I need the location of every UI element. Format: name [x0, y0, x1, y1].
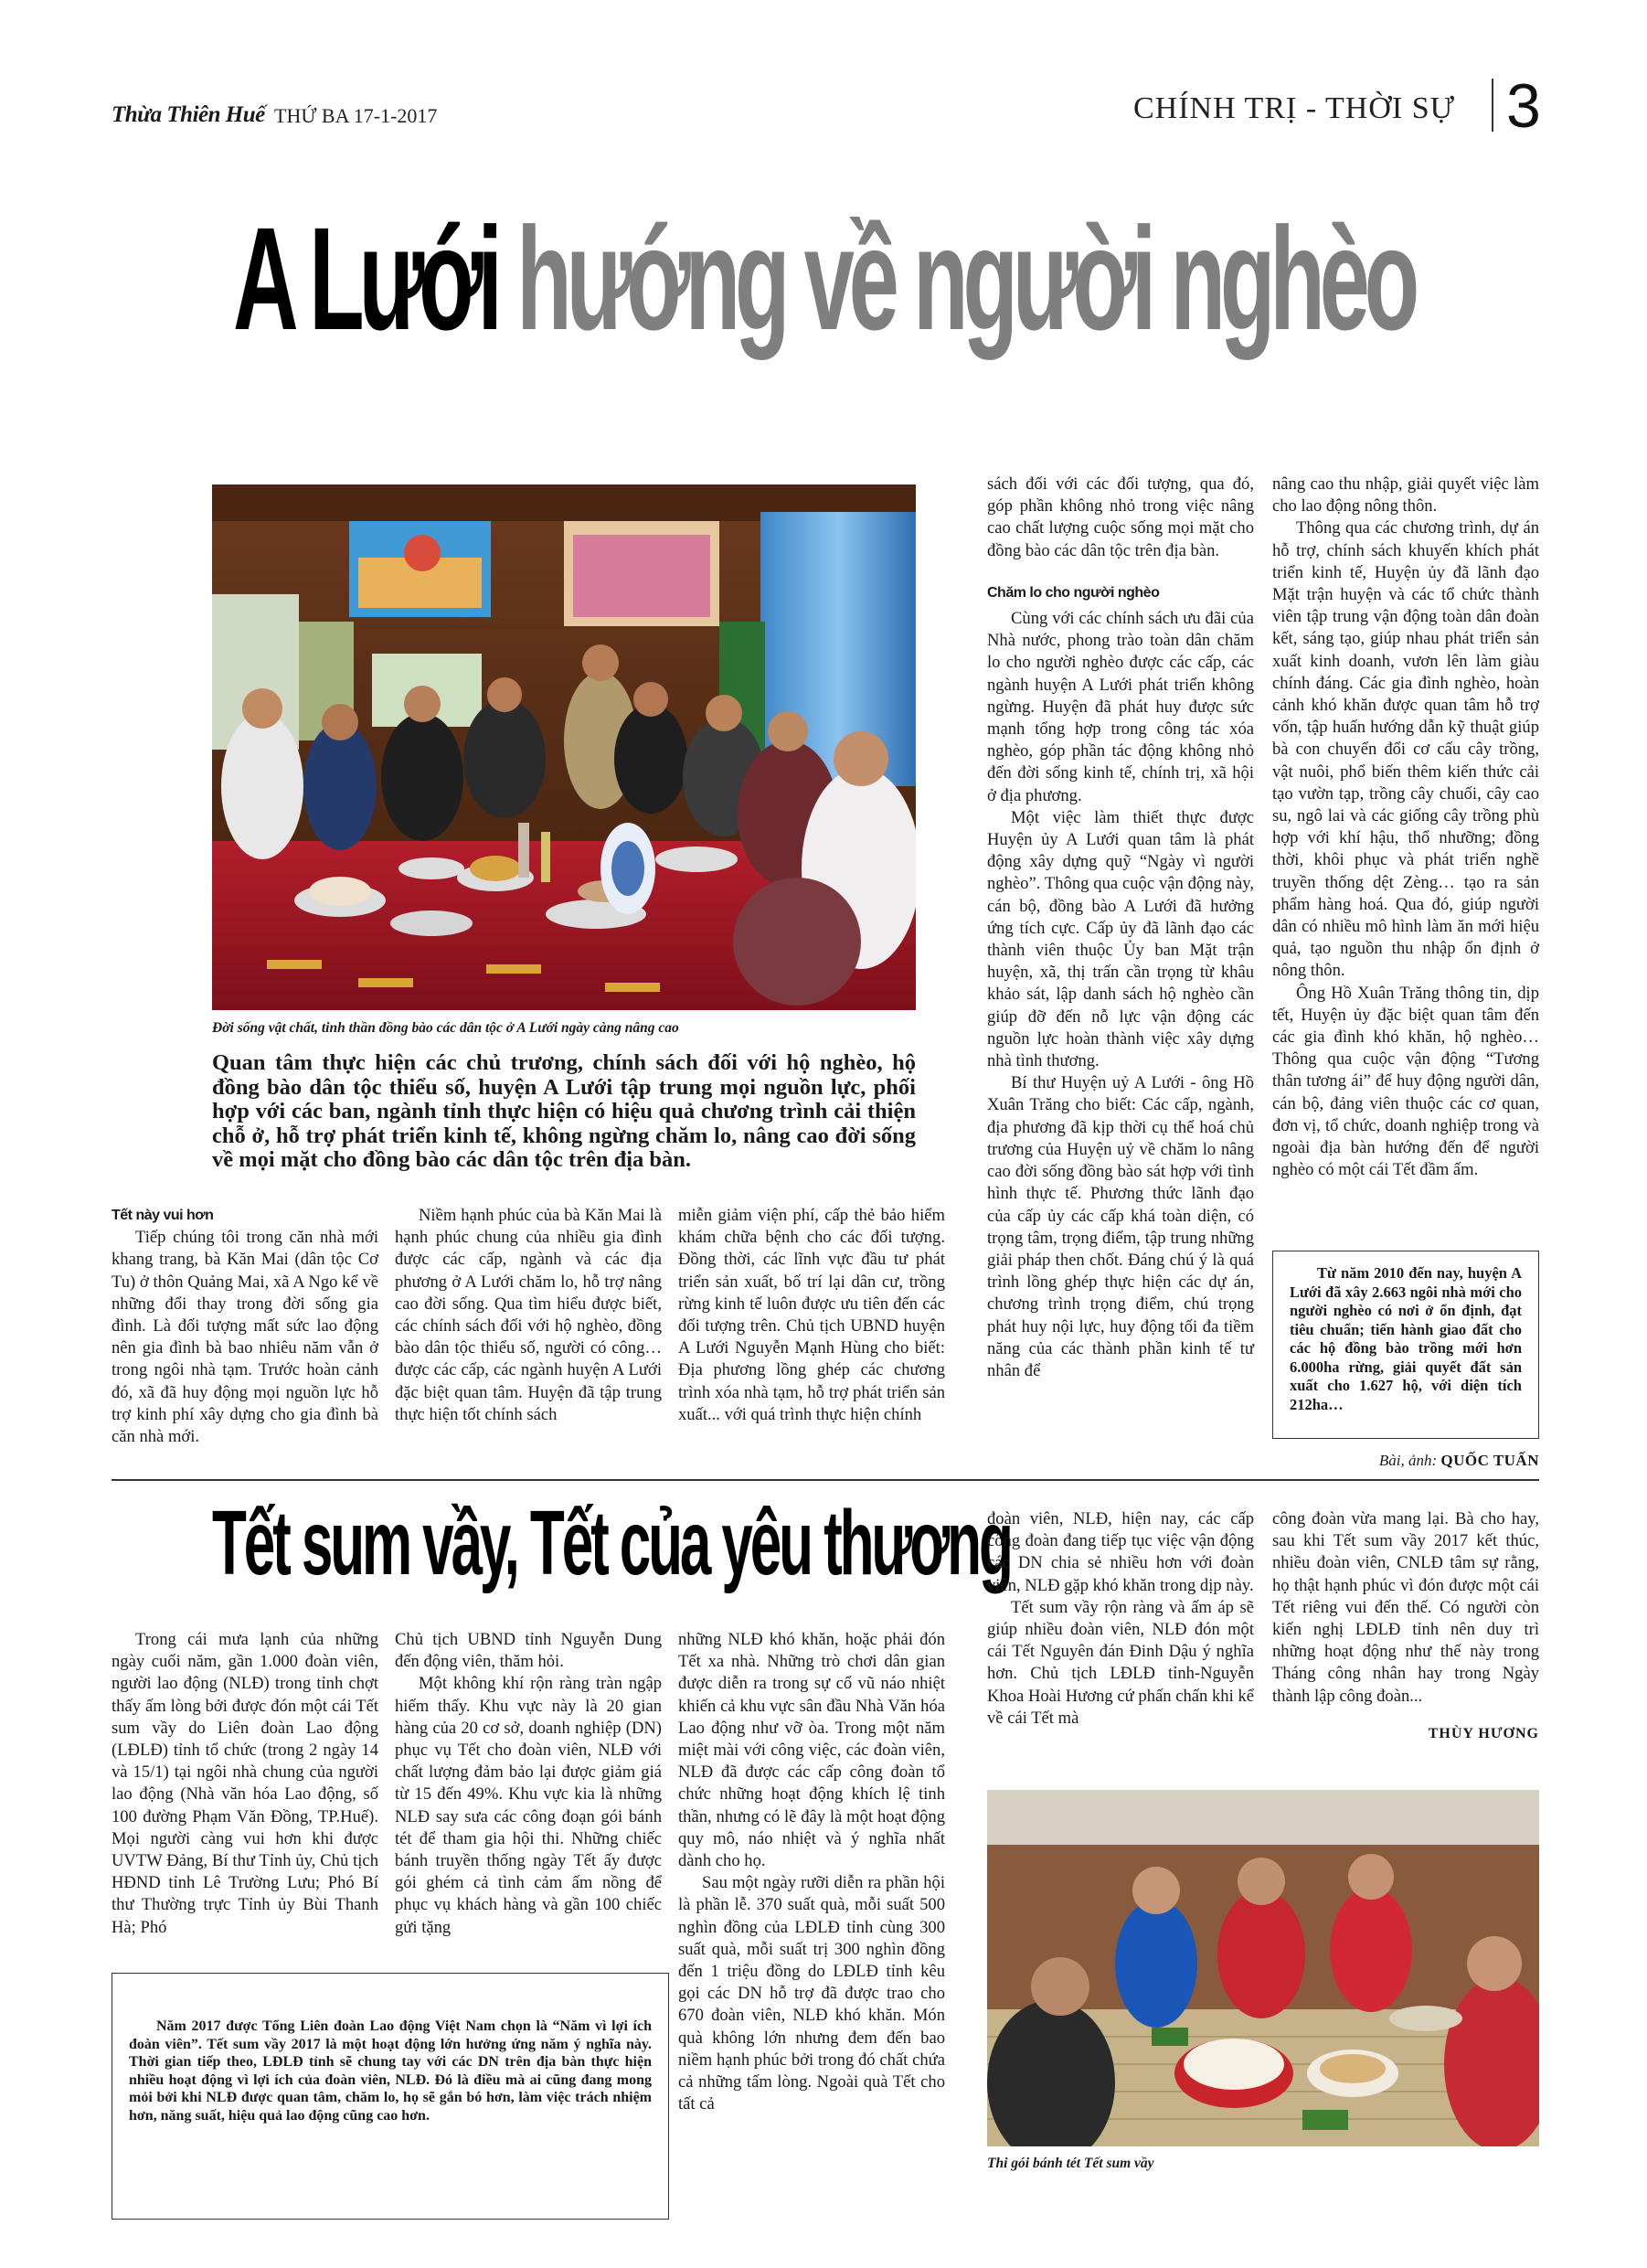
article1-col4-p2: Một việc làm thiết thực được Huyện ủy A Lưới quan tâm là phát động xây dựng quỹ “Ngày vì người nghèo”. Thông qua cuộc vận động này, cán bộ, đồng bào A Lưới đã hưởng ứng tích cực. Cấp ủy đã lãnh đạo các thành viên thuộc Ủy ban Mặt trận huyện, xã, thị trấn cần trọng từ khâu khảo sát, lập danh sách hộ nghèo cần giúp đỡ đến nỗ lực vận động các nguồn lực hoàn thành việc xây dựng nhà tình thương. — [987, 807, 1254, 1071]
masthead: Thừa Thiên Huế — [112, 102, 265, 127]
article1-byline — [1272, 1452, 1539, 1470]
article1-info-box-text: Từ năm 2010 đến nay, huyện A Lưới đã xây 2.663 ngôi nhà mới cho người nghèo có nơi ở ổn định, đạt tiêu chuẩn; tiến hành giao đất cho các hộ đồng bào trồng mới hơn 6.000ha rừng, giải quyết đất sản xuất cho 1.627 hộ, với diện tích 212ha… — [1290, 1264, 1522, 1413]
article2-col3-p2: Sau một ngày rưỡi diễn ra phần hội là phần lễ. 370 suất quà, mỗi suất 500 nghìn đồng của LĐLĐ tỉnh cùng 300 suất quà, mỗi suất trị 300 nghìn đồng đến 1 triệu đồng do LĐLĐ tỉnh kêu gọi các DN hỗ trợ đã được trao cho 670 đoàn viên, NLĐ khó khăn. Món quà không lớn nhưng đem đến bao niềm hạnh phúc bởi trong đó chất chứa cả những tấm lòng. Ngoài quà Tết cho tất cả — [678, 1873, 945, 2114]
article2-info-box-text: Năm 2017 được Tổng Liên đoàn Lao động Việt Nam chọn là “Năm vì lợi ích đoàn viên”. Tết sum vầy 2017 là một hoạt động lớn hưởng ứng năm ý nghĩa này. Thời gian tiếp theo, LĐLĐ tỉnh sẽ chung tay với các DN trên địa bàn thực hiện nhiều hoạt động vì lợi ích của đoàn viên, NLĐ. Đó là điều mà ai cũng đang mong mỏi bởi khi NLĐ được quan tâm, chăm lo, họ sẽ gắn bó hơn, làm việc trách nhiệm hơn, năng suất, hiệu quả lao động cũng cao hơn. — [129, 2018, 652, 2124]
headline-light-part: hướng về người nghèo — [516, 197, 1415, 360]
section-title: CHÍNH TRỊ - THỜI SỰ — [1133, 91, 1456, 125]
subheading-cham-lo: Chăm lo cho người nghèo — [987, 584, 1160, 601]
article1-column-3 — [678, 1205, 945, 1426]
article2-column-1 — [112, 1629, 378, 1939]
article2-col2-top: Chủ tịch UBND tỉnh Nguyễn Dung đến động viên, thăm hỏi. — [395, 1630, 662, 1672]
article1-column-2 — [395, 1205, 662, 1426]
article2-info-box — [112, 1973, 669, 2220]
article2-column-4 — [987, 1508, 1254, 1730]
article2-photo — [987, 1790, 1539, 2146]
article1-photo — [212, 484, 916, 1010]
article2-column-5 — [1272, 1508, 1539, 1708]
article1-col5-p2: Ông Hồ Xuân Trăng thông tin, dịp tết, Huyện ủy đặc biệt quan tâm đến các gia đình khó khăn, hộ nghèo…Thông qua cuộc vận động “Tương thân tương ái” để huy động người dân, cán bộ, đảng viên thuộc các cơ quan, đơn vị, tổ chức, doanh nghiệp trong và ngoài địa bàn hướng đến để người nghèo có một cái Tết đầm ấm. — [1272, 983, 1539, 1180]
article2-col2-p1: Một không khí rộn ràng tràn ngập hiếm thấy. Khu vực này là 20 gian hàng của 20 cơ sở, doanh nghiệp (DN) phục vụ Tết cho đoàn viên, NLĐ với chất lượng đảm bảo lại được giảm giá từ 15 đến 49%. Khu vực kia là những NLĐ say sưa các công đoạn gói bánh tét để tham gia hội thi. Những chiếc bánh truyền thống ngày Tết ấy được gói ghém cả tình cảm ấm nồng để phục vụ khách hàng và gần 100 chiếc gửi tặng — [395, 1674, 662, 1937]
article2-headline: Tết sum vầy, Tết của yêu thương — [212, 1492, 1011, 1594]
header-divider — [1492, 79, 1493, 132]
article1-col4-p1: Cùng với các chính sách ưu đãi của Nhà nước, phong trào toàn dân chăm lo cho người nghèo được các cấp, các ngành huyện A Lưới phát triển không ngừng. Huyện đã phát huy được sức mạnh tổng hợp trong công tác xóa nghèo, góp phần tác động không nhỏ đến đời sống kinh tế, chính trị, xã hội ở địa phương. — [987, 609, 1254, 805]
article1-col4-p3: Bí thư Huyện uỷ A Lưới - ông Hồ Xuân Trăng cho biết: Các cấp, ngành, địa phương đã kịp thời cụ thể hoá chủ trương của Huyện uỷ về chăm lo nâng cao đời sống đồng bào sát hợp với tình hình thực tế. Phương thức lãnh đạo của cấp ủy các cấp khá toàn diện, có trọng tâm, trọng điểm, tập trung những giải pháp then chốt. Đáng chú ý là quá trình lồng ghép thực hiện các dự án, chương trình trọng điểm, chú trọng phát huy nội lực, huy động tối đa tiềm năng của các thành phần kinh tế tư nhân để — [987, 1073, 1254, 1380]
article2-photo-caption: Thi gói bánh tét Tết sum vầy — [987, 2156, 1154, 2171]
byline-author: QUỐC TUẤN — [1440, 1452, 1539, 1469]
article2-author: THÙY HƯƠNG — [1428, 1726, 1539, 1741]
article2-column-3 — [678, 1629, 945, 2115]
article1-col1-text: Tiếp chúng tôi trong căn nhà mới khang trang, bà Kăn Mai (dân tộc Cơ Tu) ở thôn Quảng Mai, xã A Ngo kể về những đổi thay trong đời sống gia đình. Là đối tượng mất sức lao động nên gia đình bà bao nhiêu năm vẫn ở trong ngôi nhà tạm. Trước hoàn cảnh đó, xã đã huy động mọi nguồn lực hỗ trợ kinh phí xây dựng cho gia đình bà căn nhà mới. — [112, 1228, 378, 1447]
article1-column-5 — [1272, 474, 1539, 1182]
article2-col4-p2: Tết sum vầy rộn ràng và ấm áp sẽ giúp nhiều đoàn viên, NLĐ đón một cái Tết Nguyên đán Đinh Dậu ý nghĩa hơn. Chủ tịch LĐLĐ tỉnh-Nguyễn Khoa Hoài Hương cứ phấn chấn khi kể về cái Tết mà — [987, 1597, 1254, 1728]
article2-col1-text: Trong cái mưa lạnh của những ngày cuối năm, gần 1.000 đoàn viên, người lao động (NLĐ) trong tỉnh chợt thấy ấm lòng bởi được đón một cái Tết sum vầy do Liên đoàn Lao động (LĐLĐ) tỉnh tổ chức (trong 2 ngày 14 và 15/1) tại ngôi nhà chung của người lao động (Nhà văn hóa Lao động, số 100 đường Phạm Văn Đồng, TP.Huế). Mọi người càng vui hơn khi được UVTW Đảng, Bí thư Tỉnh ủy, Chủ tịch HĐND tỉnh Lê Trường Lưu; Phó Bí thư Thường trực Tỉnh ủy Bùi Thanh Hà; Phó — [112, 1630, 378, 1937]
article1-headline — [233, 197, 1415, 360]
article1-info-box — [1272, 1251, 1539, 1439]
article-separator — [112, 1479, 1539, 1481]
article1-column-4 — [987, 474, 1254, 1382]
article1-lead: Quan tâm thực hiện các chủ trương, chính sách đối với hộ nghèo, hộ đồng bào dân tộc thiểu số, huyện A Lưới tập trung mọi nguồn lực, phối hợp với các ban, ngành tỉnh thực hiện có hiệu quả chương trình cải thiện chỗ ở, hỗ trợ phát triển kinh tế, không ngừng chăm lo, nâng cao đời sống về mọi mặt cho đồng bào các dân tộc trên địa bàn. — [212, 1050, 916, 1172]
article1-photo-caption: Đời sống vật chất, tinh thần đồng bào các dân tộc ở A Lưới ngày càng nâng cao — [212, 1020, 679, 1036]
article1-col3-text: miễn giảm viện phí, cấp thẻ bảo hiểm khám chữa bệnh cho các đối tượng. Đồng thời, các lĩnh vực đầu tư phát triển sản xuất, bố trí lại dân cư, trồng rừng kinh tế luôn được ưu tiên đến các đối tượng trên. Chủ tịch UBND huyện A Lưới Nguyễn Mạnh Hùng cho biết: Địa phương lồng ghép các chương trình xóa nhà tạm, hỗ trợ phát triển sản xuất... với quá trình thực hiện chính — [678, 1206, 945, 1424]
article1-col2-text: Niềm hạnh phúc của bà Kăn Mai là hạnh phúc chung của nhiều gia đình được các cấp, ngành và các địa phương ở A Lưới chăm lo, hỗ trợ nâng cao đời sống. Qua tìm hiểu được biết, các chính sách đối với hộ nghèo, đồng bào dân tộc thiểu số, người có công… được các cấp, các ngành huyện A Lưới đặc biệt quan tâm. Huyện đã tập trung thực hiện tốt chính sách — [395, 1206, 662, 1424]
banh-tet-photo-illustration — [987, 1790, 1539, 2146]
byline-label: Bài, ảnh: — [1378, 1452, 1438, 1469]
article2-col4-top: đoàn viên, NLĐ, hiện nay, các cấp công đoàn đang tiếp tục việc vận động các DN chia sẻ nhiều hơn với đoàn viên, NLĐ gặp khó khăn trong dịp này. — [987, 1509, 1254, 1595]
article2-col3-top: những NLĐ khó khăn, hoặc phải đón Tết xa nhà. Những trò chơi dân gian được diễn ra trong sự cổ vũ náo nhiệt khiến cả khu vực sân đầu Nhà Văn hóa Lao động như vỡ òa. Trong một năm miệt mài với công việc, các đoàn viên, NLĐ đã được các cấp công đoàn tổ chức những hoạt động khích lệ tinh thần, nhưng có lẽ đây là một hoạt động quy mô, náo nhiệt và ý nghĩa nhất dành cho họ. — [678, 1630, 945, 1871]
headline-dark-part: A Lưới — [233, 197, 497, 360]
article2-column-2 — [395, 1629, 662, 1939]
ceremony-photo-illustration — [212, 484, 916, 1010]
page-number: 3 — [1506, 71, 1541, 141]
article2-col5-top: công đoàn vừa mang lại. Bà cho hay, sau khi Tết sum vầy 2017 kết thúc, nhiều đoàn viên, CNLĐ tâm sự rằng, họ thật hạnh phúc vì đón được một cái Tết riêng vui đến thế. Có người còn kiến nghị LĐLĐ tỉnh nên duy trì những hoạt động như thế này trong Tháng công nhân hay trong Ngày thành lập công đoàn... — [1272, 1509, 1539, 1706]
subheading-tet-vui-hon: Tết này vui hơn — [112, 1208, 214, 1223]
issue-date: THỨ BA 17-1-2017 — [274, 104, 438, 127]
article1-col5-p1: Thông qua các chương trình, dự án hỗ trợ, chính sách khuyến khích phát triển kinh tế, Huyện ủy đã lãnh đạo Mặt trận huyện và các tổ chức thành viên tập trung vận động toàn dân đoàn kết, sáng tạo, giúp nhau phát triển sản xuất kinh doanh, vươn lên làm giàu chính đáng. Các gia đình nghèo, hoàn cảnh khó khăn được quan tâm hỗ trợ vốn, tập huấn hướng dẫn kỹ thuật giúp bà con chuyển đổi cơ cấu cây trồng, vật nuôi, phổ biến thêm kiến thức cải tạo vườn tạp, trồng cây chuối, cây cao su, ngô lai và các giống cây trồng phù hợp với khí hậu, thổ nhưỡng; đồng thời, khôi phục và phát triển nghề truyền thống dệt Zèng… tạo ra sản phẩm hàng hoá. Qua đó, giúp người dân có nhiều mô hình làm ăn mới hiệu quả, tạo nguồn thu nhập ổn định ở nông thôn. — [1272, 518, 1539, 981]
article1-col5-top: nâng cao thu nhập, giải quyết việc làm cho lao động nông thôn. — [1272, 474, 1539, 516]
article1-col4-top: sách đối với các đối tượng, qua đó, góp phần không nhỏ trong việc nâng cao chất lượng cuộc sống mọi mặt cho đồng bào các dân tộc trên địa bàn. — [987, 474, 1254, 560]
article1-column-1 — [112, 1205, 378, 1448]
